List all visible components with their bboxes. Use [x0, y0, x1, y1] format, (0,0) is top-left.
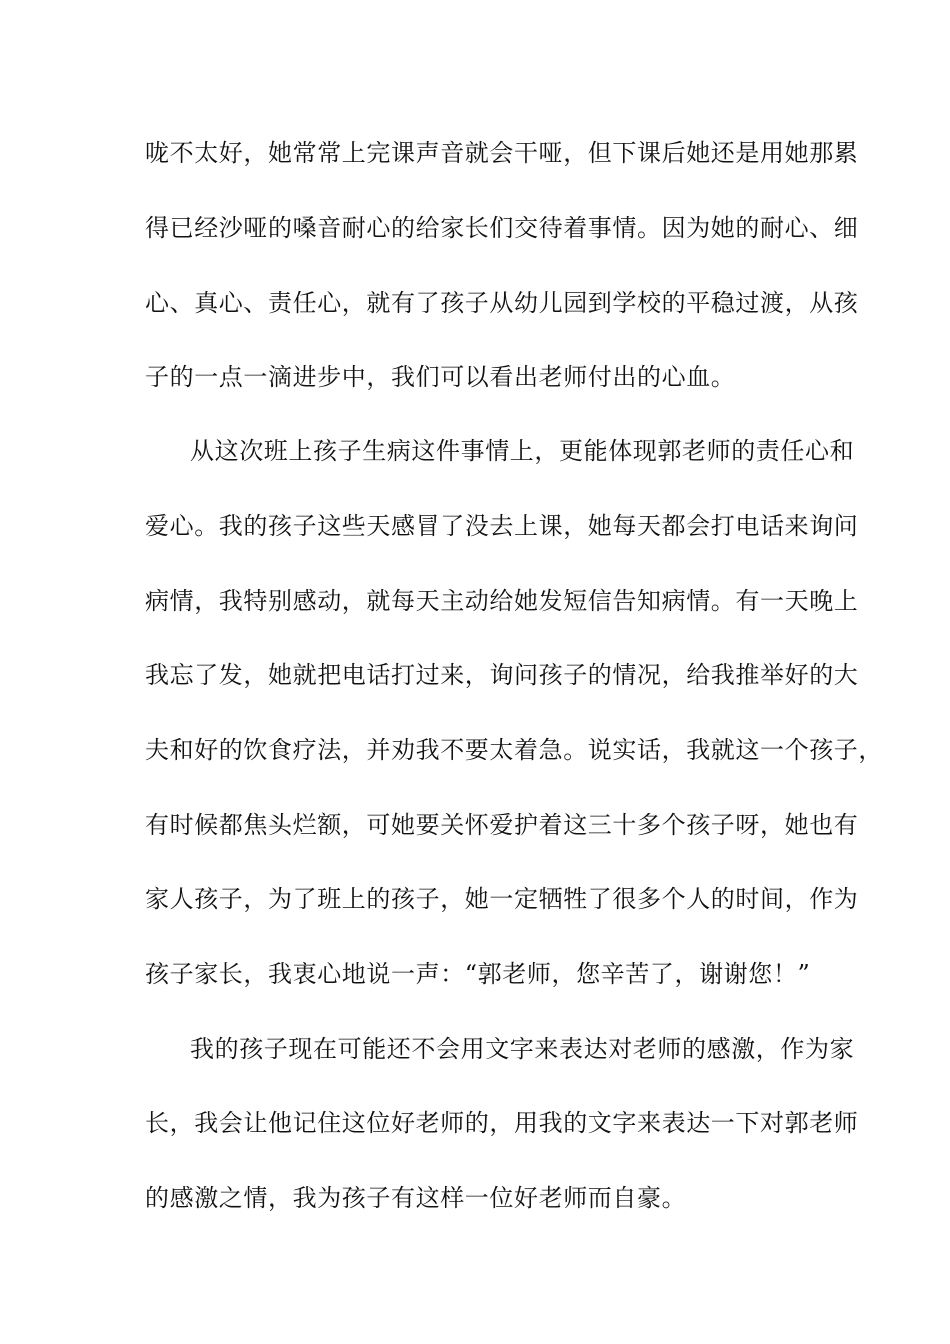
text-line-2: 得已经沙哑的嗓音耐心的给家长们交待着事情。因为她的耐心、细: [145, 214, 859, 242]
text-line-15: 的感激之情，我为孩子有这样一位好老师而自豪。: [145, 1184, 687, 1212]
text-line-5: 从这次班上孩子生病这件事情上，更能体现郭老师的责任心和: [190, 437, 855, 465]
text-line-13: 我的孩子现在可能还不会用文字来表达对老师的感激，作为家: [190, 1035, 855, 1063]
text-line-4: 子的一点一滴进步中，我们可以看出老师付出的心血。: [145, 363, 736, 391]
text-line-7: 病情，我特别感动，就每天主动给她发短信告知病情。有一天晚上: [145, 587, 859, 615]
text-line-6: 爱心。我的孩子这些天感冒了没去上课，她每天都会打电话来询问: [145, 512, 859, 540]
text-line-10: 有时候都焦头烂额，可她要关怀爱护着这三十多个孩子呀，她也有: [145, 811, 859, 839]
text-line-9: 夫和好的饮食疗法，并劝我不要太着急。说实话，我就这一个孩子，: [145, 736, 883, 764]
text-line-14: 长，我会让他记住这位好老师的，用我的文字来表达一下对郭老师: [145, 1109, 859, 1137]
text-line-11: 家人孩子，为了班上的孩子，她一定牺牲了很多个人的时间，作为: [145, 885, 859, 913]
text-line-3: 心、真心、责任心，就有了孩子从幼儿园到学校的平稳过渡，从孩: [145, 289, 859, 317]
text-line-12: 孩子家长，我衷心地说一声：“郭老师，您辛苦了，谢谢您！”: [145, 960, 811, 988]
text-line-1: 咙不太好，她常常上完课声音就会干哑，但下课后她还是用她那累: [145, 139, 859, 167]
text-line-8: 我忘了发，她就把电话打过来，询问孩子的情况，给我推举好的大: [145, 661, 859, 689]
